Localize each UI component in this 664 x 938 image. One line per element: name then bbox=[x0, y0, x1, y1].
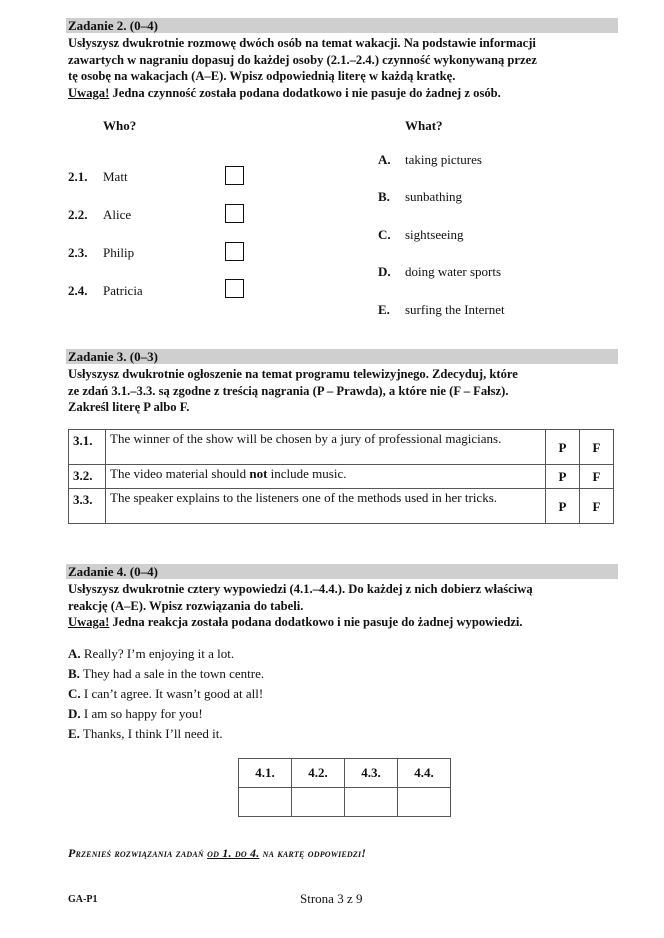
task2-note-text: Jedna czynność została podana dodatkowo i nie pasuje do żadnej z osób. bbox=[109, 85, 501, 100]
task4-instruction-line: reakcję (A–E). Wpisz rozwiązania do tabeli. bbox=[68, 598, 304, 613]
reaction-text: They had a sale in the town centre. bbox=[79, 666, 265, 681]
person-number: 2.3. bbox=[68, 245, 88, 260]
activity-text: doing water sports bbox=[405, 264, 502, 279]
transfer-instruction bbox=[68, 846, 366, 861]
task3-instruction-line: Usłyszysz dwukrotnie ogłoszenie na temat programu telewizyjnego. Zdecyduj, które bbox=[68, 367, 518, 381]
statement-text-part: The video material should bbox=[110, 466, 250, 481]
activity-text: surfing the Internet bbox=[405, 302, 505, 317]
statement-text bbox=[106, 465, 546, 489]
reaction-letter: A. bbox=[68, 646, 81, 661]
answer-box-2-4[interactable] bbox=[225, 279, 244, 298]
task4-instruction bbox=[68, 581, 618, 631]
task4-instruction-line: Usłyszysz dwukrotnie cztery wypowiedzi (4.1.–4.4.). Do każdej z nich dobierz właściwą bbox=[68, 582, 533, 596]
answer-header: 4.3. bbox=[345, 759, 398, 788]
person-name: Matt bbox=[103, 169, 128, 184]
task2-instruction-line: zawartych w nagraniu dopasuj do każdej osoby (2.1.–2.4.) czynność wykonywaną przez bbox=[68, 52, 537, 67]
table-row bbox=[69, 465, 614, 489]
transfer-part-underlined: od 1. do 4. bbox=[207, 846, 260, 860]
answer-box-2-2[interactable] bbox=[225, 204, 244, 223]
answer-header: 4.4. bbox=[398, 759, 451, 788]
option-p[interactable]: P bbox=[546, 430, 580, 465]
activity-letter: E. bbox=[378, 302, 390, 317]
task4-header: Zadanie 4. (0–4) bbox=[66, 564, 618, 579]
statement-text: The speaker explains to the listeners one of the methods used in her tricks. bbox=[106, 489, 546, 524]
what-header: What? bbox=[405, 118, 443, 133]
reaction-text: Thanks, I think I’ll need it. bbox=[79, 726, 223, 741]
activity-letter: B. bbox=[378, 189, 390, 204]
option-f[interactable]: F bbox=[580, 430, 614, 465]
reaction-text: I can’t agree. It wasn’t good at all! bbox=[80, 686, 264, 701]
person-name: Patricia bbox=[103, 283, 143, 298]
task2-instruction-line: tę osobę na wakacjach (A–E). Wpisz odpowiednią literę w każdą kratkę. bbox=[68, 69, 456, 83]
answer-box-2-1[interactable] bbox=[225, 166, 244, 185]
task3-header: Zadanie 3. (0–3) bbox=[66, 349, 618, 364]
statement-text-part: include music. bbox=[267, 466, 347, 481]
activity-text: sightseeing bbox=[405, 227, 464, 242]
transfer-part: Przenieś rozwiązania zadań bbox=[68, 846, 208, 860]
answer-cell-4-3[interactable] bbox=[345, 788, 398, 817]
statement-number: 3.3. bbox=[69, 489, 106, 524]
answer-box-2-3[interactable] bbox=[225, 242, 244, 261]
reaction-letter: B. bbox=[68, 666, 80, 681]
reaction-text: Really? I’m enjoying it a lot. bbox=[80, 646, 235, 661]
reaction-option bbox=[68, 686, 263, 702]
reaction-option bbox=[68, 706, 203, 722]
task4-note-label: Uwaga! bbox=[68, 615, 110, 629]
person-name: Alice bbox=[103, 207, 132, 222]
reaction-letter: E. bbox=[68, 726, 80, 741]
reaction-letter: C. bbox=[68, 686, 81, 701]
answer-cell-4-2[interactable] bbox=[292, 788, 345, 817]
statement-text-emphasis: not bbox=[249, 466, 268, 481]
true-false-table bbox=[68, 429, 614, 524]
task3-instruction bbox=[68, 366, 618, 416]
person-number: 2.1. bbox=[68, 169, 88, 184]
activity-letter: D. bbox=[378, 264, 391, 279]
task2-note-label: Uwaga! bbox=[68, 85, 110, 100]
exam-code: GA-P1 bbox=[68, 894, 98, 905]
task2-instruction bbox=[68, 35, 618, 101]
activity-letter: C. bbox=[378, 227, 391, 242]
statement-text: The winner of the show will be chosen by a jury of professional magicians. bbox=[106, 430, 546, 465]
answer-header: 4.2. bbox=[292, 759, 345, 788]
page-number: Strona 3 z 9 bbox=[300, 891, 363, 906]
activity-letter: A. bbox=[378, 152, 391, 167]
option-f[interactable]: F bbox=[580, 465, 614, 489]
option-p[interactable]: P bbox=[546, 465, 580, 489]
answer-header: 4.1. bbox=[239, 759, 292, 788]
task2-header: Zadanie 2. (0–4) bbox=[66, 18, 618, 33]
table-row bbox=[69, 489, 614, 524]
reaction-letter: D. bbox=[68, 706, 81, 721]
reaction-option bbox=[68, 726, 223, 742]
person-number: 2.4. bbox=[68, 283, 88, 298]
task4-note bbox=[68, 614, 618, 631]
reaction-text: I am so happy for you! bbox=[80, 706, 203, 721]
activity-text: taking pictures bbox=[405, 152, 482, 167]
task2-instruction-line: Usłyszysz dwukrotnie rozmowę dwóch osób na temat wakacji. Na podstawie informacji bbox=[68, 36, 536, 50]
task2-note bbox=[68, 85, 618, 102]
answer-header-row bbox=[239, 759, 451, 788]
transfer-part: na kartę odpowiedzi! bbox=[259, 846, 367, 860]
answer-table bbox=[238, 758, 451, 817]
statement-number: 3.2. bbox=[69, 465, 106, 489]
reaction-option bbox=[68, 646, 234, 662]
option-f[interactable]: F bbox=[580, 489, 614, 524]
reaction-option bbox=[68, 666, 264, 682]
answer-input-row bbox=[239, 788, 451, 817]
task4-note-text: Jedna reakcja została podana dodatkowo i nie pasuje do żadnej wypowiedzi. bbox=[109, 615, 523, 629]
activity-text: sunbathing bbox=[405, 189, 463, 204]
task3-instruction-line: ze zdań 3.1.–3.3. są zgodne z treścią nagrania (P – Prawda), a które nie (F – Fałsz). bbox=[68, 383, 509, 398]
answer-cell-4-1[interactable] bbox=[239, 788, 292, 817]
person-number: 2.2. bbox=[68, 207, 88, 222]
option-p[interactable]: P bbox=[546, 489, 580, 524]
person-name: Philip bbox=[103, 245, 135, 260]
answer-cell-4-4[interactable] bbox=[398, 788, 451, 817]
table-row bbox=[69, 430, 614, 465]
who-header: Who? bbox=[103, 118, 137, 133]
task3-instruction-line: Zakreśl literę P albo F. bbox=[68, 400, 190, 414]
statement-number: 3.1. bbox=[69, 430, 106, 465]
